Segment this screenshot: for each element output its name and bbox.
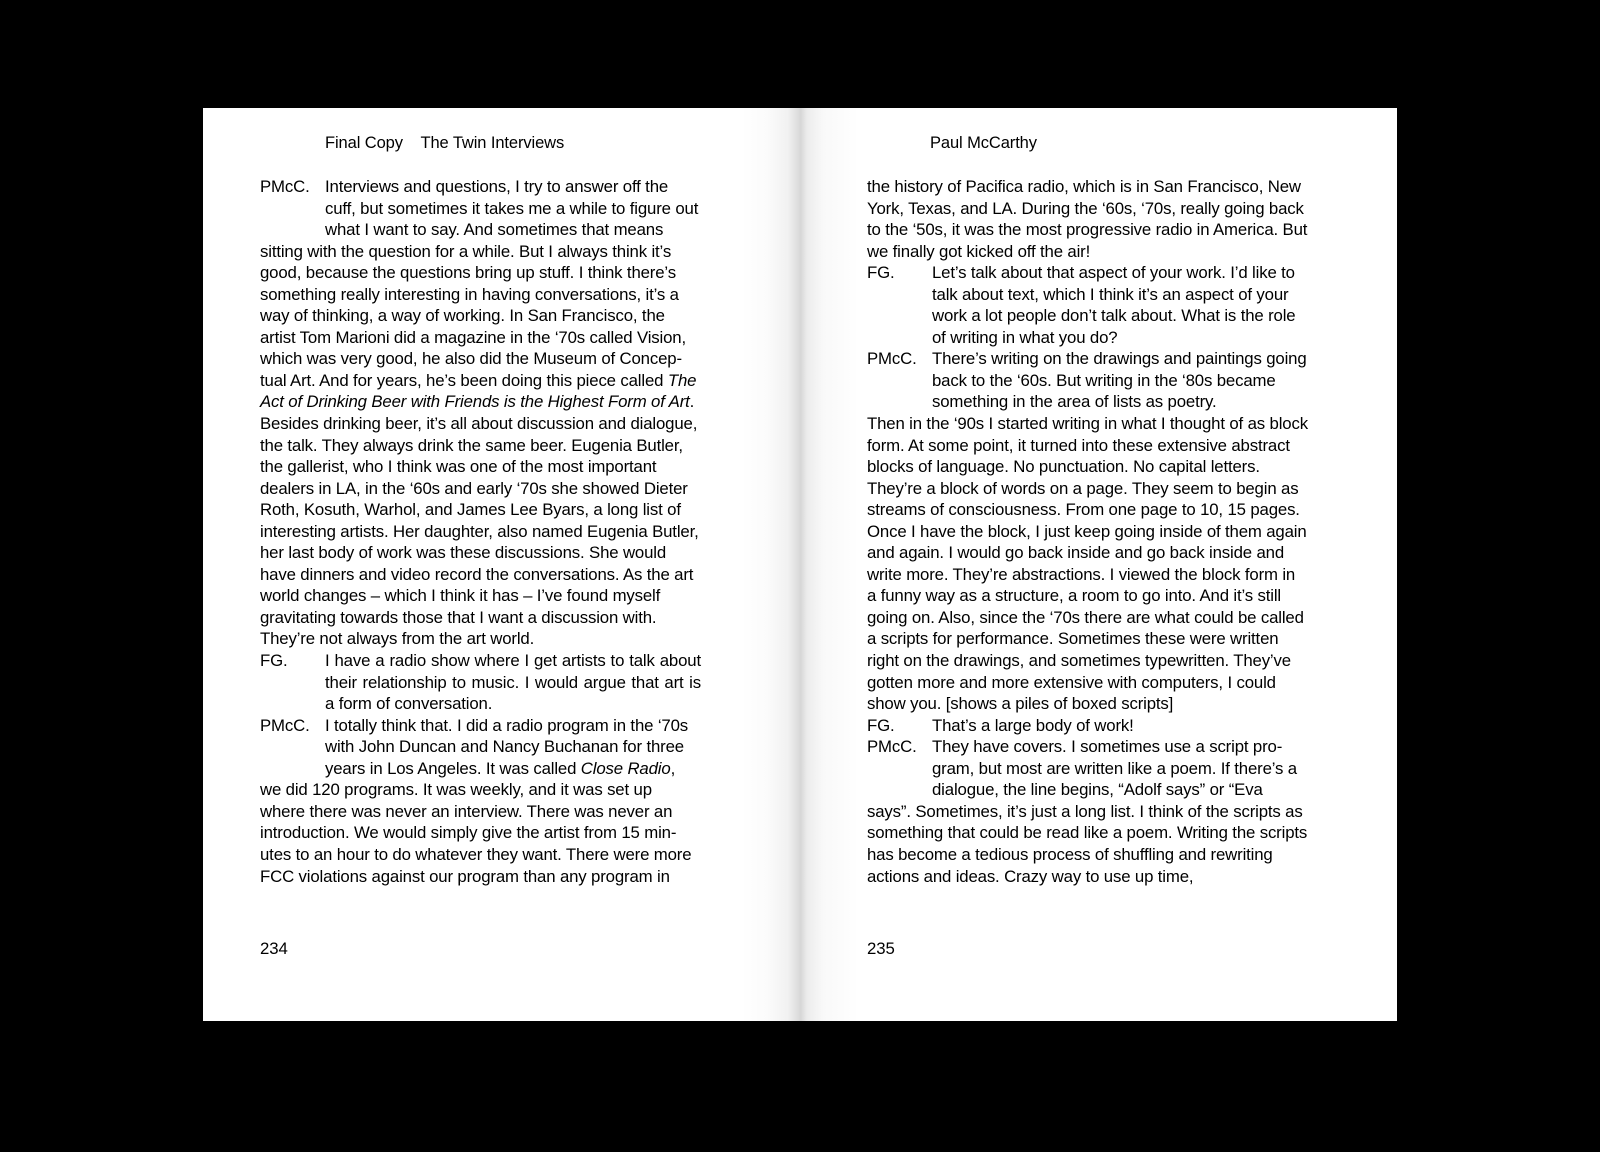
program-title-italic: Close Radio bbox=[580, 758, 671, 778]
left-page-textblock bbox=[260, 176, 701, 887]
turn-lead-text: There’s writing on the drawings and paintings going back to the ‘60s. But writing in the ‘80s became something in the area of lists as poetry. bbox=[932, 349, 1307, 412]
turn-runon-text: we did 120 programs. It was weekly, and it was set up where there was never an interview. There was never an introduction. We would simply give the artist from 15 min-utes to an hour to do whatever they want. There were more FCC violations against our program than any program in bbox=[260, 780, 692, 886]
right-page-textblock bbox=[867, 176, 1308, 887]
page-number-right: 235 bbox=[867, 939, 895, 958]
left-page bbox=[203, 108, 800, 1021]
speaker-label: PMcC. bbox=[260, 177, 310, 196]
speech-turn bbox=[867, 348, 1308, 714]
turn-lead-text: They have covers. I sometimes use a script pro-gram, but most are written like a poem. If there’s a dialogue, the line begins, “Adolf says” or “Eva bbox=[932, 737, 1297, 800]
turn-runon-text: the history of Pacifica radio, which is in San Francisco, New York, Texas, and LA. During the ‘60s, ‘70s, really going back to the ‘50s, it was the most progressive radio in America. But we finally got kicked off the air! bbox=[867, 177, 1308, 261]
turn-lead-text bbox=[325, 715, 701, 780]
speech-turn bbox=[867, 736, 1308, 887]
turn-lead-text: That’s a large body of work! bbox=[932, 715, 1134, 735]
speech-turn bbox=[260, 715, 701, 887]
running-head-left: Final Copy The Twin Interviews bbox=[325, 134, 565, 152]
turn-runon-text bbox=[260, 241, 701, 650]
speaker-label: PMcC. bbox=[867, 349, 917, 369]
speaker-label: PMcC. bbox=[867, 737, 917, 757]
speech-turn bbox=[260, 650, 701, 715]
turn-lead-text: Let’s talk about that aspect of your work. I’d like to talk about text, which I think it’s an aspect of your work a lot people don’t talk about. What is the role of writing in what you do? bbox=[932, 263, 1296, 347]
speech-turn bbox=[867, 262, 1308, 348]
lead-part-1: I totally think that. I did a radio program in the ‘70s with John Duncan and Nancy Buchanan for three years in Los Angeles. It was called bbox=[325, 715, 689, 778]
book-spread bbox=[203, 108, 1397, 1021]
turn-lead-text: Interviews and questions, I try to answer off the cuff, but sometimes it takes me a while to figure out what I want to say. And sometimes that means bbox=[325, 177, 699, 240]
turn-runon-text: Then in the ‘90s I started writing in what I thought of as block form. At some point, it turned into these extensive abstract blocks of language. No punctuation. No capital letters. They’re a block of words on a page. They seem to begin as streams of consciousness. From one page to 10, 15 pages. Once I have the block, I just keep going inside of them again and again. I would go back inside and go back inside and write more. They’re abstractions. I viewed the block form in a funny way as a structure, a room to go into. And it’s still going on. Also, since the ‘70s there are what could be called a scripts for performance. Sometimes these were written right on the drawings, and sometimes typewritten. They’ve gotten more and more extensive with computers, I could show you. [shows a piles of boxed scripts] bbox=[867, 414, 1308, 714]
speaker-label: FG. bbox=[867, 263, 895, 283]
right-page bbox=[800, 108, 1397, 1021]
turn-lead-text: I have a radio show where I get artists to talk about their relationship to music. I would argue that art is a form of conversation. bbox=[325, 651, 701, 714]
speech-turn bbox=[867, 715, 1308, 737]
runon-part-2: . Besides drinking beer, it’s all about discussion and dialogue, the talk. They always drink the same beer. Eugenia Butler, the gallerist, who I think was one of the most important dealers in LA, in the ‘60s and early ‘70s she showed Dieter Roth, Kosuth, Warhol, and James Lee Byars, a long list of interesting artists. Her daughter, also named Eugenia Butler, her last body of work was these discussions. She would have dinners and video record the conversations. As the art world changes – which I think it has – I’ve found myself gravitating towards those that I want a discussion with. They’re not always from the art world. bbox=[260, 392, 699, 649]
speaker-label: FG. bbox=[260, 651, 288, 671]
work-title-italic: The Act of Drinking Beer with Friends is the Highest Form of Art bbox=[260, 370, 697, 412]
speaker-label: FG. bbox=[867, 715, 895, 735]
running-head-right: Paul McCarthy bbox=[930, 134, 1037, 152]
lead-part-2: , bbox=[670, 758, 676, 778]
turn-runon-text: says”. Sometimes, it’s just a long list. I think of the scripts as something that could be read like a poem. Writing the scripts has become a tedious process of shuffling and rewriting actions and ideas. Crazy way to use up time, bbox=[867, 801, 1308, 886]
runon-part-1: sitting with the question for a while. But I always think it’s good, because the questions bring up stuff. I think there’s something really interesting in having conversations, it’s a way of thinking, a way of working. In San Francisco, the artist Tom Marioni did a magazine in the ‘70s called Vision, which was very good, he also did the Museum of Concep-tual Art. And for years, he’s been doing this piece called bbox=[260, 241, 686, 390]
speaker-label: PMcC. bbox=[260, 715, 310, 735]
page-number-left: 234 bbox=[260, 939, 288, 958]
speech-turn bbox=[260, 176, 701, 650]
speech-turn-continued bbox=[867, 176, 1308, 262]
